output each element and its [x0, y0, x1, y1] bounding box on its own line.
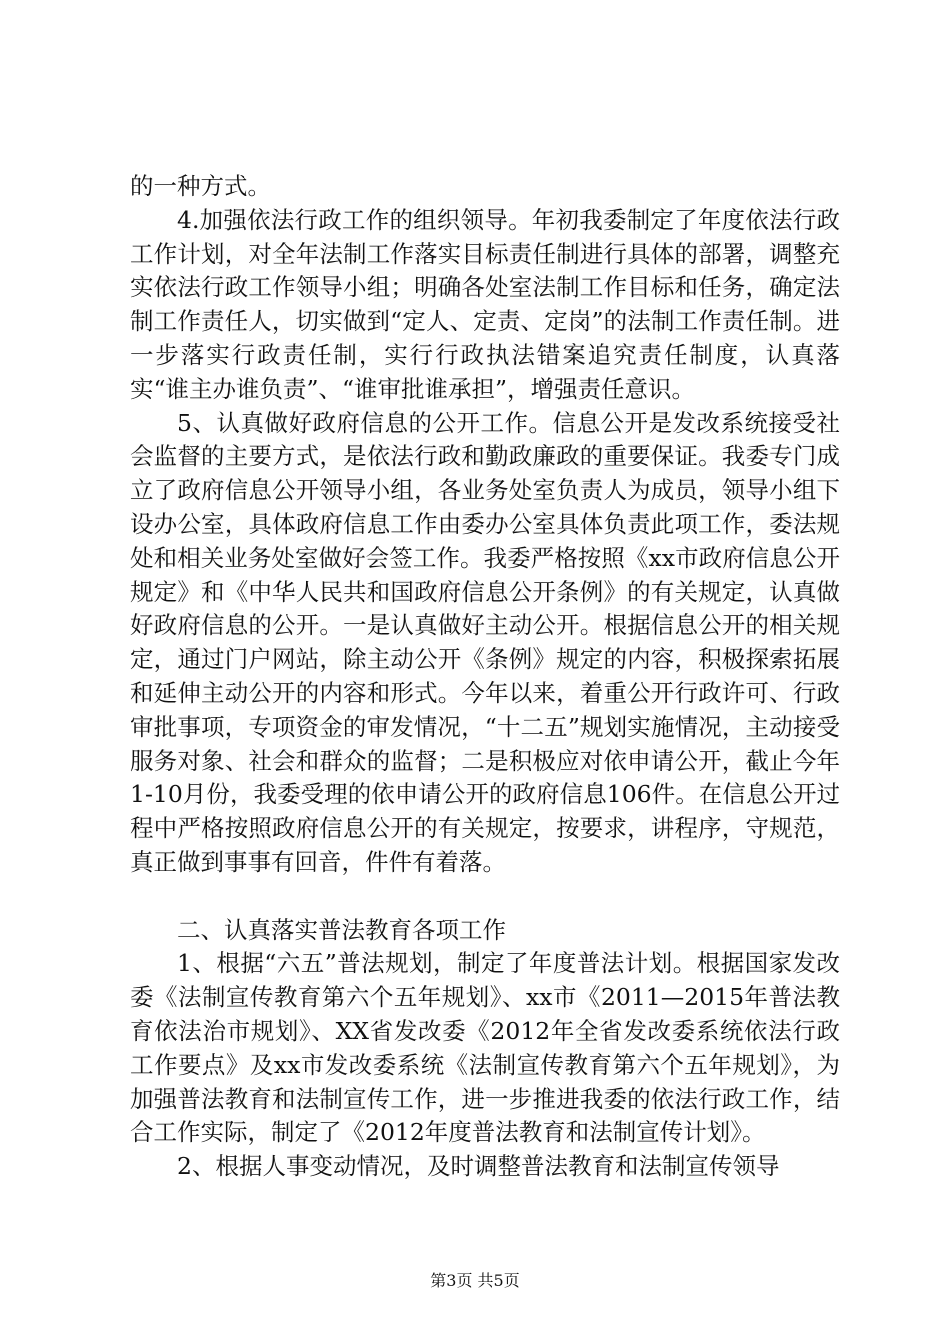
page-footer: 第3页 共5页	[430, 1271, 520, 1290]
paragraph-annual-plan: 1、根据“六五”普法规划，制定了年度普法计划。根据国家发改委《法制宣传教育第六个五年规划》、xx市《2011—2015年普法教育依法治市规划》、XX省发改委《2012年全省发改委系统依法行政工作要点》及xx市发改委系统《法制宣传教育第六个五年规划》，为加强普法教育和法制宣传工作，进一步推进我委的依法行政工作，结合工作实际，制定了《2012年度普法教育和法制宣传计划》。	[130, 949, 840, 1147]
paragraph-personnel-adjustment: 2、根据人事变动情况，及时调整普法教育和法制宣传领导	[177, 1152, 780, 1181]
paragraph-information-disclosure: 5、认真做好政府信息的公开工作。信息公开是发改系统接受社会监督的主要方式，是依法行政和勤政廉政的重要保证。我委专门成立了政府信息公开领导小组，各业务处室负责人为成员，领导小组下设办公室，具体政府信息工作由委办公室具体负责此项工作，委法规处和相关业务处室做好会签工作。我委严格按照《xx市政府信息公开规定》和《中华人民共和国政府信息公开条例》的有关规定，认真做好政府信息的公开。一是认真做好主动公开。根据信息公开的相关规定，通过门户网站，除主动公开《条例》规定的内容，积极探索拓展和延伸主动公开的内容和形式。今年以来，着重公开行政许可、行政审批事项，专项资金的审发情况，“十二五”规划实施情况，主动接受服务对象、社会和群众的监督；二是积极应对依申请公开，截止今年1-10月份，我委受理的依申请公开的政府信息106件。在信息公开过程中严格按照政府信息公开的有关规定，按要求，讲程序，守规范，真正做到事事有回音，件件有着落。	[130, 408, 840, 876]
paragraph-spacer	[130, 880, 840, 914]
paragraph-organization-leadership: 4.加强依法行政工作的组织领导。年初我委制定了年度依法行政工作计划，对全年法制工作落实目标责任制进行具体的部署，调整充实依法行政工作领导小组；明确各处室法制工作目标和任务，确定法制工作责任人，切实做到“定人、定责、定岗”的法制工作责任制。进一步落实行政责任制，实行行政执法错案追究责任制度，认真落实“谁主办谁负责”、“谁审批谁承担”，增强责任意识。	[130, 205, 840, 403]
paragraph-continuation: 的一种方式。	[130, 172, 271, 200]
section-heading: 二、认真落实普法教育各项工作	[177, 915, 506, 944]
document-body	[130, 170, 840, 1184]
